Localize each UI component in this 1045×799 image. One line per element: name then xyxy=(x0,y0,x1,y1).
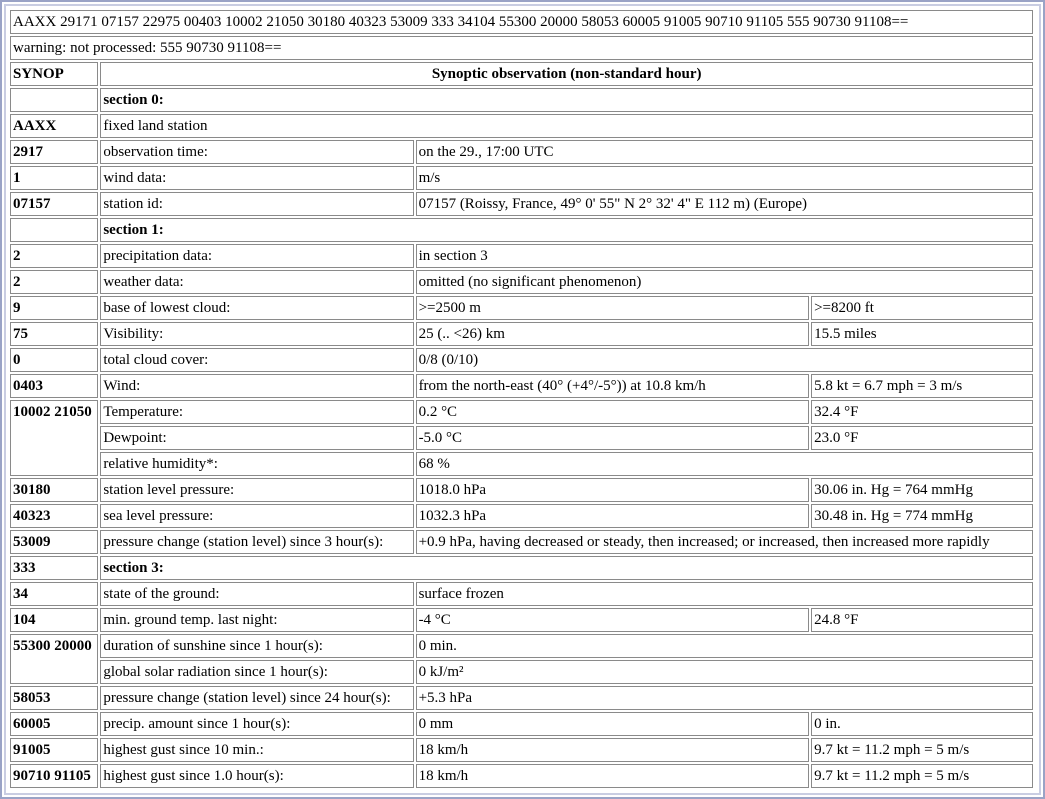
humidity-label: relative humidity*: xyxy=(100,452,413,476)
temp-group-code: 10002 21050 xyxy=(10,400,98,476)
wind-row xyxy=(10,374,1033,398)
radiation-label: global solar radiation since 1 hour(s): xyxy=(100,660,413,684)
weather-data-row xyxy=(10,270,1033,294)
sun-group-code: 55300 20000 xyxy=(10,634,98,684)
dewpoint-row xyxy=(10,426,1033,450)
ground-temp-label: min. ground temp. last night: xyxy=(100,608,413,632)
sea-pressure-value: 1032.3 hPa xyxy=(416,504,810,528)
temperature-value: 0.2 °C xyxy=(416,400,810,424)
cloud-base-value: >=2500 m xyxy=(416,296,810,320)
station-id-label: station id: xyxy=(100,192,413,216)
station-id-code: 07157 xyxy=(10,192,98,216)
precip-data-value: in section 3 xyxy=(416,244,1033,268)
temperature-alt: 32.4 °F xyxy=(811,400,1033,424)
temperature-row xyxy=(10,400,1033,424)
cloud-cover-row xyxy=(10,348,1033,372)
pressure-change-label: pressure change (station level) since 3 hour(s): xyxy=(100,530,413,554)
precip-amount-alt: 0 in. xyxy=(811,712,1033,736)
gust-1h-alt: 9.7 kt = 11.2 mph = 5 m/s xyxy=(811,764,1033,788)
visibility-label: Visibility: xyxy=(100,322,413,346)
station-type-row xyxy=(10,114,1033,138)
dewpoint-value: -5.0 °C xyxy=(416,426,810,450)
gust-1h-row xyxy=(10,764,1033,788)
wind-value: from the north-east (40° (+4°/-5°)) at 10.8 km/h xyxy=(416,374,810,398)
pressure-change-24-code: 58053 xyxy=(10,686,98,710)
ground-state-value: surface frozen xyxy=(416,582,1033,606)
weather-data-code: 2 xyxy=(10,270,98,294)
gust-10min-label: highest gust since 10 min.: xyxy=(100,738,413,762)
gust-10min-row xyxy=(10,738,1033,762)
gust-1h-value: 18 km/h xyxy=(416,764,810,788)
humidity-row xyxy=(10,452,1033,476)
pressure-change-code: 53009 xyxy=(10,530,98,554)
wind-data-row xyxy=(10,166,1033,190)
ground-state-code: 34 xyxy=(10,582,98,606)
header-title: Synoptic observation (non-standard hour) xyxy=(100,62,1033,86)
sea-pressure-code: 40323 xyxy=(10,504,98,528)
wind-data-label: wind data: xyxy=(100,166,413,190)
cloud-base-code: 9 xyxy=(10,296,98,320)
precip-amount-row xyxy=(10,712,1033,736)
wind-data-value: m/s xyxy=(416,166,1033,190)
precip-data-code: 2 xyxy=(10,244,98,268)
header-code: SYNOP xyxy=(10,62,98,86)
wind-label: Wind: xyxy=(100,374,413,398)
gust-10min-value: 18 km/h xyxy=(416,738,810,762)
pressure-change-24-value: +5.3 hPa xyxy=(416,686,1033,710)
cloud-base-row xyxy=(10,296,1033,320)
station-id-row xyxy=(10,192,1033,216)
station-type-code: AAXX xyxy=(10,114,98,138)
cloud-cover-code: 0 xyxy=(10,348,98,372)
radiation-value: 0 kJ/m² xyxy=(416,660,1033,684)
wind-data-code: 1 xyxy=(10,166,98,190)
dewpoint-label: Dewpoint: xyxy=(100,426,413,450)
precip-data-label: precipitation data: xyxy=(100,244,413,268)
warning-row xyxy=(10,36,1033,60)
ground-state-label: state of the ground: xyxy=(100,582,413,606)
obs-time-label: observation time: xyxy=(100,140,413,164)
synop-table xyxy=(8,8,1035,790)
section3-row xyxy=(10,556,1033,580)
sunshine-label: duration of sunshine since 1 hour(s): xyxy=(100,634,413,658)
station-id-value: 07157 (Roissy, France, 49° 0' 55" N 2° 32' 4" E 112 m) (Europe) xyxy=(416,192,1033,216)
ground-temp-value: -4 °C xyxy=(416,608,810,632)
wind-code: 0403 xyxy=(10,374,98,398)
raw-message-row xyxy=(10,10,1033,34)
pressure-change-24-row xyxy=(10,686,1033,710)
obs-time-row xyxy=(10,140,1033,164)
cloud-base-alt: >=8200 ft xyxy=(811,296,1033,320)
section1-code xyxy=(10,218,98,242)
dewpoint-alt: 23.0 °F xyxy=(811,426,1033,450)
gust-1h-label: highest gust since 1.0 hour(s): xyxy=(100,764,413,788)
visibility-value: 25 (.. <26) km xyxy=(416,322,810,346)
obs-time-code: 2917 xyxy=(10,140,98,164)
pressure-change-row xyxy=(10,530,1033,554)
warning-text: warning: not processed: 555 90730 91108== xyxy=(10,36,1033,60)
visibility-code: 75 xyxy=(10,322,98,346)
raw-message: AAXX 29171 07157 22975 00403 10002 21050 30180 40323 53009 333 34104 55300 20000 58053 60005 91005 90710 91105 555 90730 91108== xyxy=(10,10,1033,34)
section0-label: section 0: xyxy=(100,88,1033,112)
ground-temp-code: 104 xyxy=(10,608,98,632)
gust-10min-code: 91005 xyxy=(10,738,98,762)
wind-alt: 5.8 kt = 6.7 mph = 3 m/s xyxy=(811,374,1033,398)
ground-temp-row xyxy=(10,608,1033,632)
cloud-cover-label: total cloud cover: xyxy=(100,348,413,372)
precip-data-row xyxy=(10,244,1033,268)
sea-pressure-label: sea level pressure: xyxy=(100,504,413,528)
radiation-row xyxy=(10,660,1033,684)
ground-temp-alt: 24.8 °F xyxy=(811,608,1033,632)
section1-row xyxy=(10,218,1033,242)
humidity-value: 68 % xyxy=(416,452,1033,476)
gust-10min-alt: 9.7 kt = 11.2 mph = 5 m/s xyxy=(811,738,1033,762)
header-row xyxy=(10,62,1033,86)
obs-time-value: on the 29., 17:00 UTC xyxy=(416,140,1033,164)
section3-code: 333 xyxy=(10,556,98,580)
section3-label: section 3: xyxy=(100,556,1033,580)
weather-data-value: omitted (no significant phenomenon) xyxy=(416,270,1033,294)
precip-amount-code: 60005 xyxy=(10,712,98,736)
precip-amount-value: 0 mm xyxy=(416,712,810,736)
section0-row xyxy=(10,88,1033,112)
ground-state-row xyxy=(10,582,1033,606)
sunshine-row xyxy=(10,634,1033,658)
precip-amount-label: precip. amount since 1 hour(s): xyxy=(100,712,413,736)
station-pressure-code: 30180 xyxy=(10,478,98,502)
cloud-base-label: base of lowest cloud: xyxy=(100,296,413,320)
pressure-change-value: +0.9 hPa, having decreased or steady, then increased; or increased, then increased more rapidly xyxy=(416,530,1033,554)
visibility-row xyxy=(10,322,1033,346)
visibility-alt: 15.5 miles xyxy=(811,322,1033,346)
sea-pressure-alt: 30.48 in. Hg = 774 mmHg xyxy=(811,504,1033,528)
station-pressure-alt: 30.06 in. Hg = 764 mmHg xyxy=(811,478,1033,502)
station-pressure-row xyxy=(10,478,1033,502)
weather-data-label: weather data: xyxy=(100,270,413,294)
section1-label: section 1: xyxy=(100,218,1033,242)
section0-code xyxy=(10,88,98,112)
station-pressure-label: station level pressure: xyxy=(100,478,413,502)
station-type-label: fixed land station xyxy=(100,114,1033,138)
gust-1h-code: 90710 91105 xyxy=(10,764,98,788)
temperature-label: Temperature: xyxy=(100,400,413,424)
station-pressure-value: 1018.0 hPa xyxy=(416,478,810,502)
cloud-cover-value: 0/8 (0/10) xyxy=(416,348,1033,372)
sunshine-value: 0 min. xyxy=(416,634,1033,658)
pressure-change-24-label: pressure change (station level) since 24 hour(s): xyxy=(100,686,413,710)
sea-pressure-row xyxy=(10,504,1033,528)
